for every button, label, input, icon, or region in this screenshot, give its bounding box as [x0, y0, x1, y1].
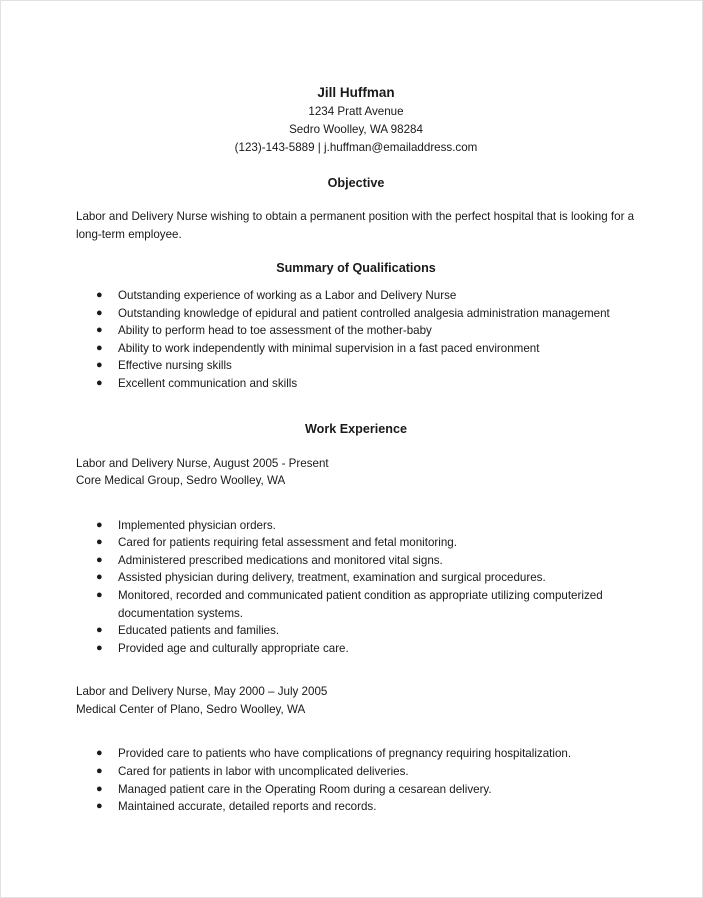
objective-heading: Objective — [327, 176, 385, 190]
list-item-text: Ability to work independently with minimal supervision in a fast paced environment — [118, 341, 540, 355]
list-item-text: Outstanding knowledge of epidural and patient controlled analgesia administration management — [118, 306, 610, 320]
list-item-text: Excellent communication and skills — [118, 376, 298, 390]
list-item-text: Cared for patients in labor with uncomplicated deliveries. — [118, 764, 409, 778]
bullet-icon: ● — [96, 289, 103, 301]
job-employer: Core Medical Group, Sedro Woolley, WA — [76, 474, 286, 488]
list-item-text: Administered prescribed medications and monitored vital signs. — [118, 553, 443, 567]
list-item-text: Ability to perform head to toe assessment of the mother-baby — [118, 324, 432, 338]
job-position: Labor and Delivery Nurse, August 2005 - Present — [76, 456, 329, 470]
list-item — [76, 305, 636, 323]
job-entry — [76, 455, 636, 658]
street-address: 1234 Pratt Avenue — [308, 105, 404, 118]
bullet-icon: ● — [96, 764, 103, 777]
qualifications-list — [76, 287, 636, 393]
list-item-text: Maintained accurate, detailed reports and records. — [118, 800, 377, 814]
list-item — [76, 287, 636, 305]
list-item — [76, 340, 636, 358]
list-item-text: Educated patients and families. — [118, 624, 280, 638]
list-item-text: Provided care to patients who have complications of pregnancy requiring hospitalization. — [118, 747, 572, 761]
job-employer: Medical Center of Plano, Sedro Woolley, WA — [76, 702, 306, 716]
bullet-icon: ● — [96, 376, 103, 389]
phone-email: (123)-143-5889 | j.huffman@emailaddress.com — [234, 141, 478, 154]
bullet-icon: ● — [96, 571, 103, 584]
list-item — [76, 534, 636, 552]
qualifications-heading: Summary of Qualifications — [276, 261, 436, 275]
job-entry — [76, 683, 636, 815]
bullet-icon: ● — [96, 641, 103, 654]
list-item — [76, 375, 636, 393]
job-duties-list — [76, 745, 636, 815]
bullet-icon: ● — [96, 324, 103, 337]
list-item — [76, 745, 636, 763]
bullet-icon: ● — [96, 536, 103, 549]
list-item — [76, 763, 636, 781]
list-item-text: Managed patient care in the Operating Room during a cesarean delivery. — [118, 782, 492, 796]
list-item-text: Assisted physician during delivery, treatment, examination and surgical procedures. — [118, 571, 546, 585]
list-item-text: Outstanding experience of working as a Labor and Delivery Nurse — [118, 289, 457, 302]
objective-text: Labor and Delivery Nurse wishing to obtain a permanent position with the perfect hospital that is looking for a long-term employee. — [76, 210, 635, 241]
bullet-icon: ● — [96, 306, 103, 319]
list-item-text: Cared for patients requiring fetal assessment and fetal monitoring. — [118, 536, 457, 550]
list-item-text: Implemented physician orders. — [118, 518, 276, 532]
list-item — [76, 798, 636, 816]
bullet-icon: ● — [96, 747, 103, 760]
job-duties-list — [76, 517, 636, 658]
list-item — [76, 587, 636, 622]
job-position: Labor and Delivery Nurse, May 2000 – July 2005 — [76, 685, 328, 699]
bullet-icon: ● — [96, 624, 103, 637]
bullet-icon: ● — [96, 341, 103, 354]
list-item — [76, 322, 636, 340]
list-item — [76, 517, 636, 535]
list-item-text: Provided age and culturally appropriate care. — [118, 641, 349, 655]
bullet-icon: ● — [96, 782, 103, 795]
list-item-text: Effective nursing skills — [118, 359, 232, 373]
resume-header — [76, 83, 636, 157]
list-item — [76, 781, 636, 799]
bullet-icon: ● — [96, 518, 103, 531]
candidate-name: Jill Huffman — [317, 85, 395, 100]
list-item — [76, 640, 636, 658]
list-item — [76, 357, 636, 375]
bullet-icon: ● — [96, 588, 103, 601]
list-item-text: Monitored, recorded and communicated patient condition as appropriate utilizing computerized documentation systems. — [118, 588, 603, 620]
bullet-icon: ● — [96, 800, 103, 813]
bullet-icon: ● — [96, 359, 103, 372]
list-item — [76, 552, 636, 570]
city-state-zip: Sedro Woolley, WA 98284 — [289, 123, 423, 136]
resume-content — [76, 83, 636, 816]
list-item — [76, 622, 636, 640]
experience-heading: Work Experience — [305, 421, 407, 436]
list-item — [76, 569, 636, 587]
bullet-icon: ● — [96, 553, 103, 566]
